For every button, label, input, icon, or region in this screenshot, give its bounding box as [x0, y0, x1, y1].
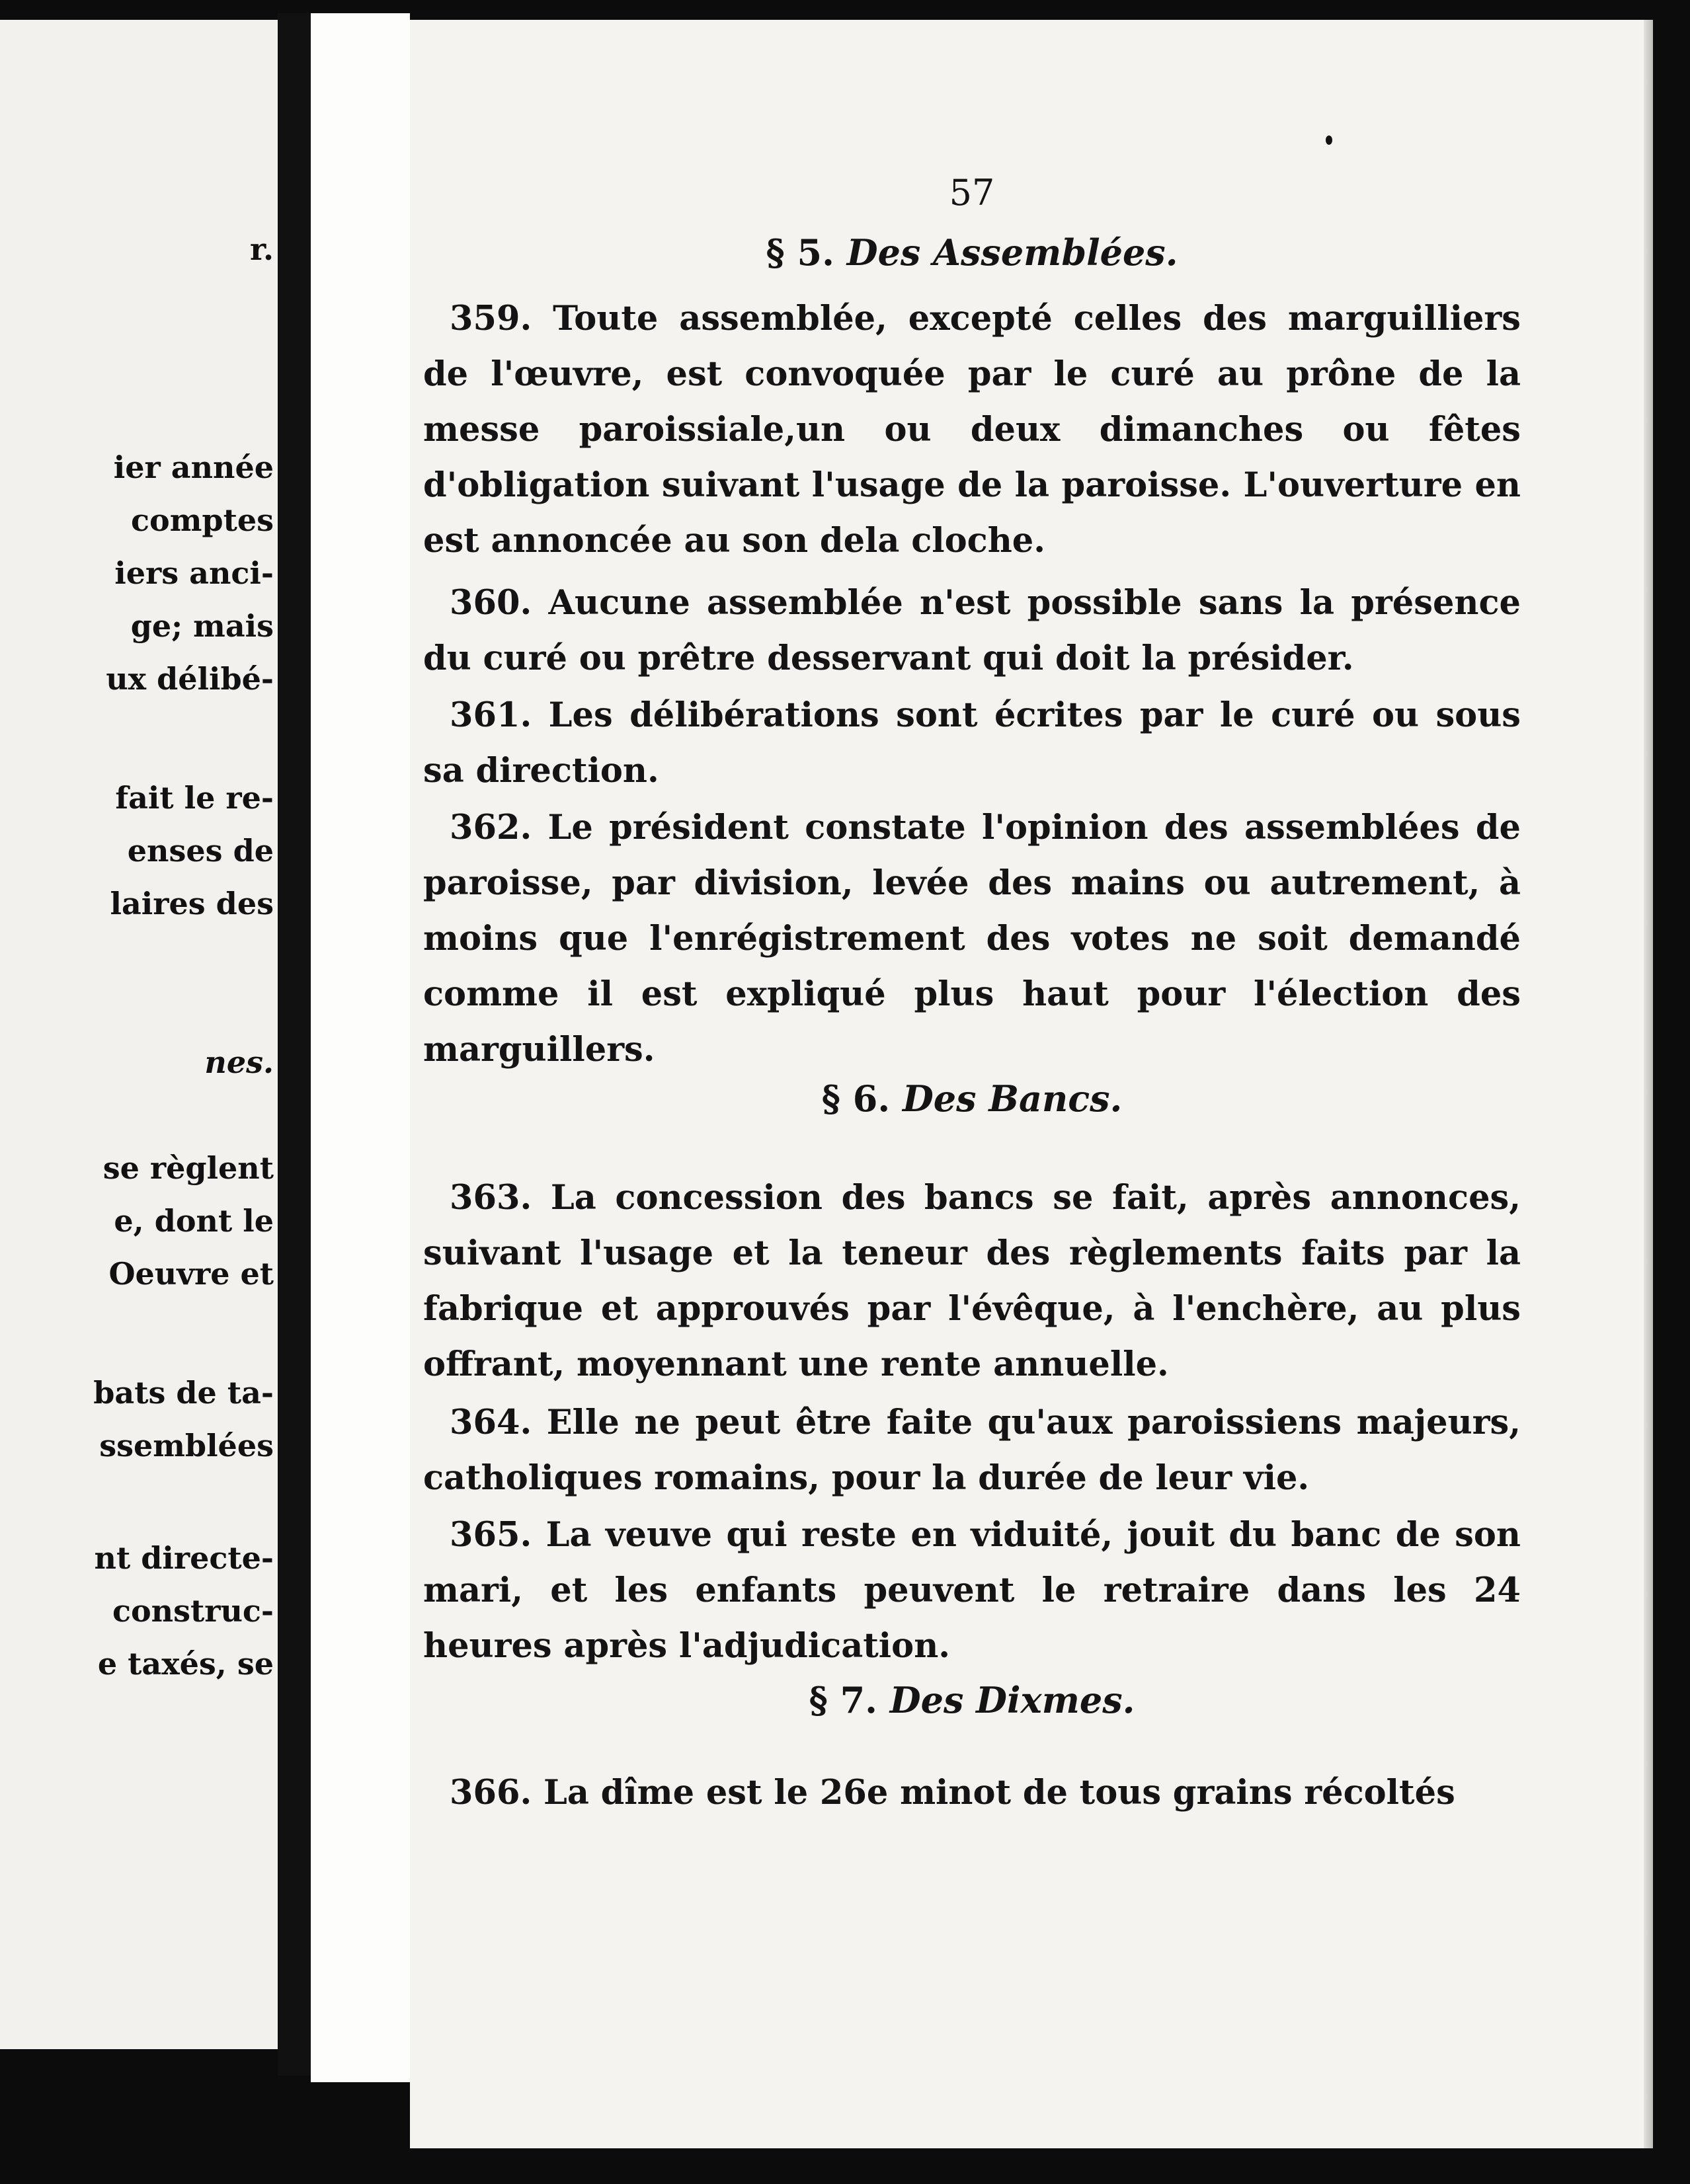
section-heading-bancs — [423, 1077, 1521, 1120]
left-fragment: ssemblées — [99, 1428, 274, 1463]
page-number: 57 — [949, 172, 995, 214]
article-359 — [423, 291, 1521, 568]
left-fragment: e taxés, se — [97, 1646, 274, 1682]
left-fragment: ge; mais — [130, 608, 274, 644]
ink-speck — [1326, 136, 1332, 145]
article-360 — [423, 575, 1521, 686]
article-text: Le président constate l'opinion des assemblées de paroisse, par division, levée des mains ou autrement, à moins que l'enrégistrement des votes ne soit demandé comme il est expliqué plus haut pour l'élection des marguillers. — [423, 808, 1521, 1070]
left-fragment: ux délibé- — [106, 661, 274, 697]
left-fragment: iers anci- — [114, 555, 274, 591]
main-page — [410, 20, 1653, 2148]
left-fragment: Oeuvre et — [108, 1256, 274, 1292]
article-text: La dîme est le 26e minot de tous grains récoltés — [543, 1773, 1455, 1813]
article-text: Aucune assemblée n'est possible sans la présence du curé ou prêtre desservant qui doit la présider. — [423, 583, 1521, 678]
page-edge — [311, 13, 410, 2082]
article-text: La veuve qui reste en viduité, jouit du banc de son mari, et les enfants peuvent le retraire dans les 24 heures après l'adjudication. — [423, 1515, 1521, 1666]
section-title: Des Bancs. — [902, 1077, 1123, 1120]
article-text: Toute assemblée, excepté celles des marguilliers de l'œuvre, est convoquée par le curé au prône de la messe paroissiale,un ou deux dimanches ou fêtes d'obligation suivant l'usage de la paroisse. L'ouverture en est annoncée au son dela cloche. — [423, 299, 1521, 561]
article-361 — [423, 687, 1521, 799]
article-number: 363. — [450, 1178, 532, 1218]
article-number: 365. — [450, 1515, 532, 1555]
article-364 — [423, 1395, 1521, 1506]
left-fragment: laires des — [110, 886, 274, 921]
article-number: 362. — [450, 808, 532, 847]
left-fragment: nt directe- — [94, 1540, 274, 1576]
left-fragment: ier année — [113, 449, 274, 485]
article-number: 359. — [450, 299, 532, 338]
left-fragment: fait le re- — [115, 780, 274, 816]
section-heading-dixmes — [423, 1679, 1521, 1721]
section-number: § 5. — [766, 231, 834, 274]
left-facing-page — [0, 20, 278, 2049]
article-362 — [423, 800, 1521, 1077]
left-fragment: enses de — [127, 833, 274, 869]
left-fragment: bats de ta- — [93, 1375, 274, 1411]
article-text: La concession des bancs se fait, après annonces, suivant l'usage et la teneur des règlements faits par la fabrique et approuvés par l'évêque, à l'enchère, au plus offrant, moyennant une rente annuelle. — [423, 1178, 1521, 1384]
section-title: Des Dixmes. — [889, 1679, 1135, 1721]
left-fragment: comptes — [131, 502, 274, 538]
scan-edge — [1644, 20, 1653, 2148]
section-title: Des Assemblées. — [846, 231, 1178, 274]
page-binding — [278, 13, 311, 2076]
left-fragment: nes. — [204, 1044, 274, 1080]
article-365 — [423, 1507, 1521, 1674]
left-fragment: construc- — [112, 1593, 274, 1629]
article-number: 360. — [450, 583, 532, 623]
left-fragment: e, dont le — [114, 1203, 274, 1239]
article-text: Elle ne peut être faite qu'aux paroissiens majeurs, catholiques romains, pour la durée de leur vie. — [423, 1403, 1521, 1498]
section-number: § 6. — [821, 1077, 891, 1120]
left-fragment: se règlent — [102, 1150, 274, 1186]
article-number: 366. — [450, 1773, 532, 1813]
article-366 — [423, 1765, 1521, 1820]
article-number: 364. — [450, 1403, 532, 1442]
section-number: § 7. — [809, 1679, 877, 1721]
article-text: Les délibérations sont écrites par le curé ou sous sa direction. — [423, 695, 1521, 791]
article-363 — [423, 1170, 1521, 1392]
section-heading-assemblees — [423, 231, 1521, 274]
article-number: 361. — [450, 695, 532, 735]
left-fragment: r. — [249, 231, 274, 267]
